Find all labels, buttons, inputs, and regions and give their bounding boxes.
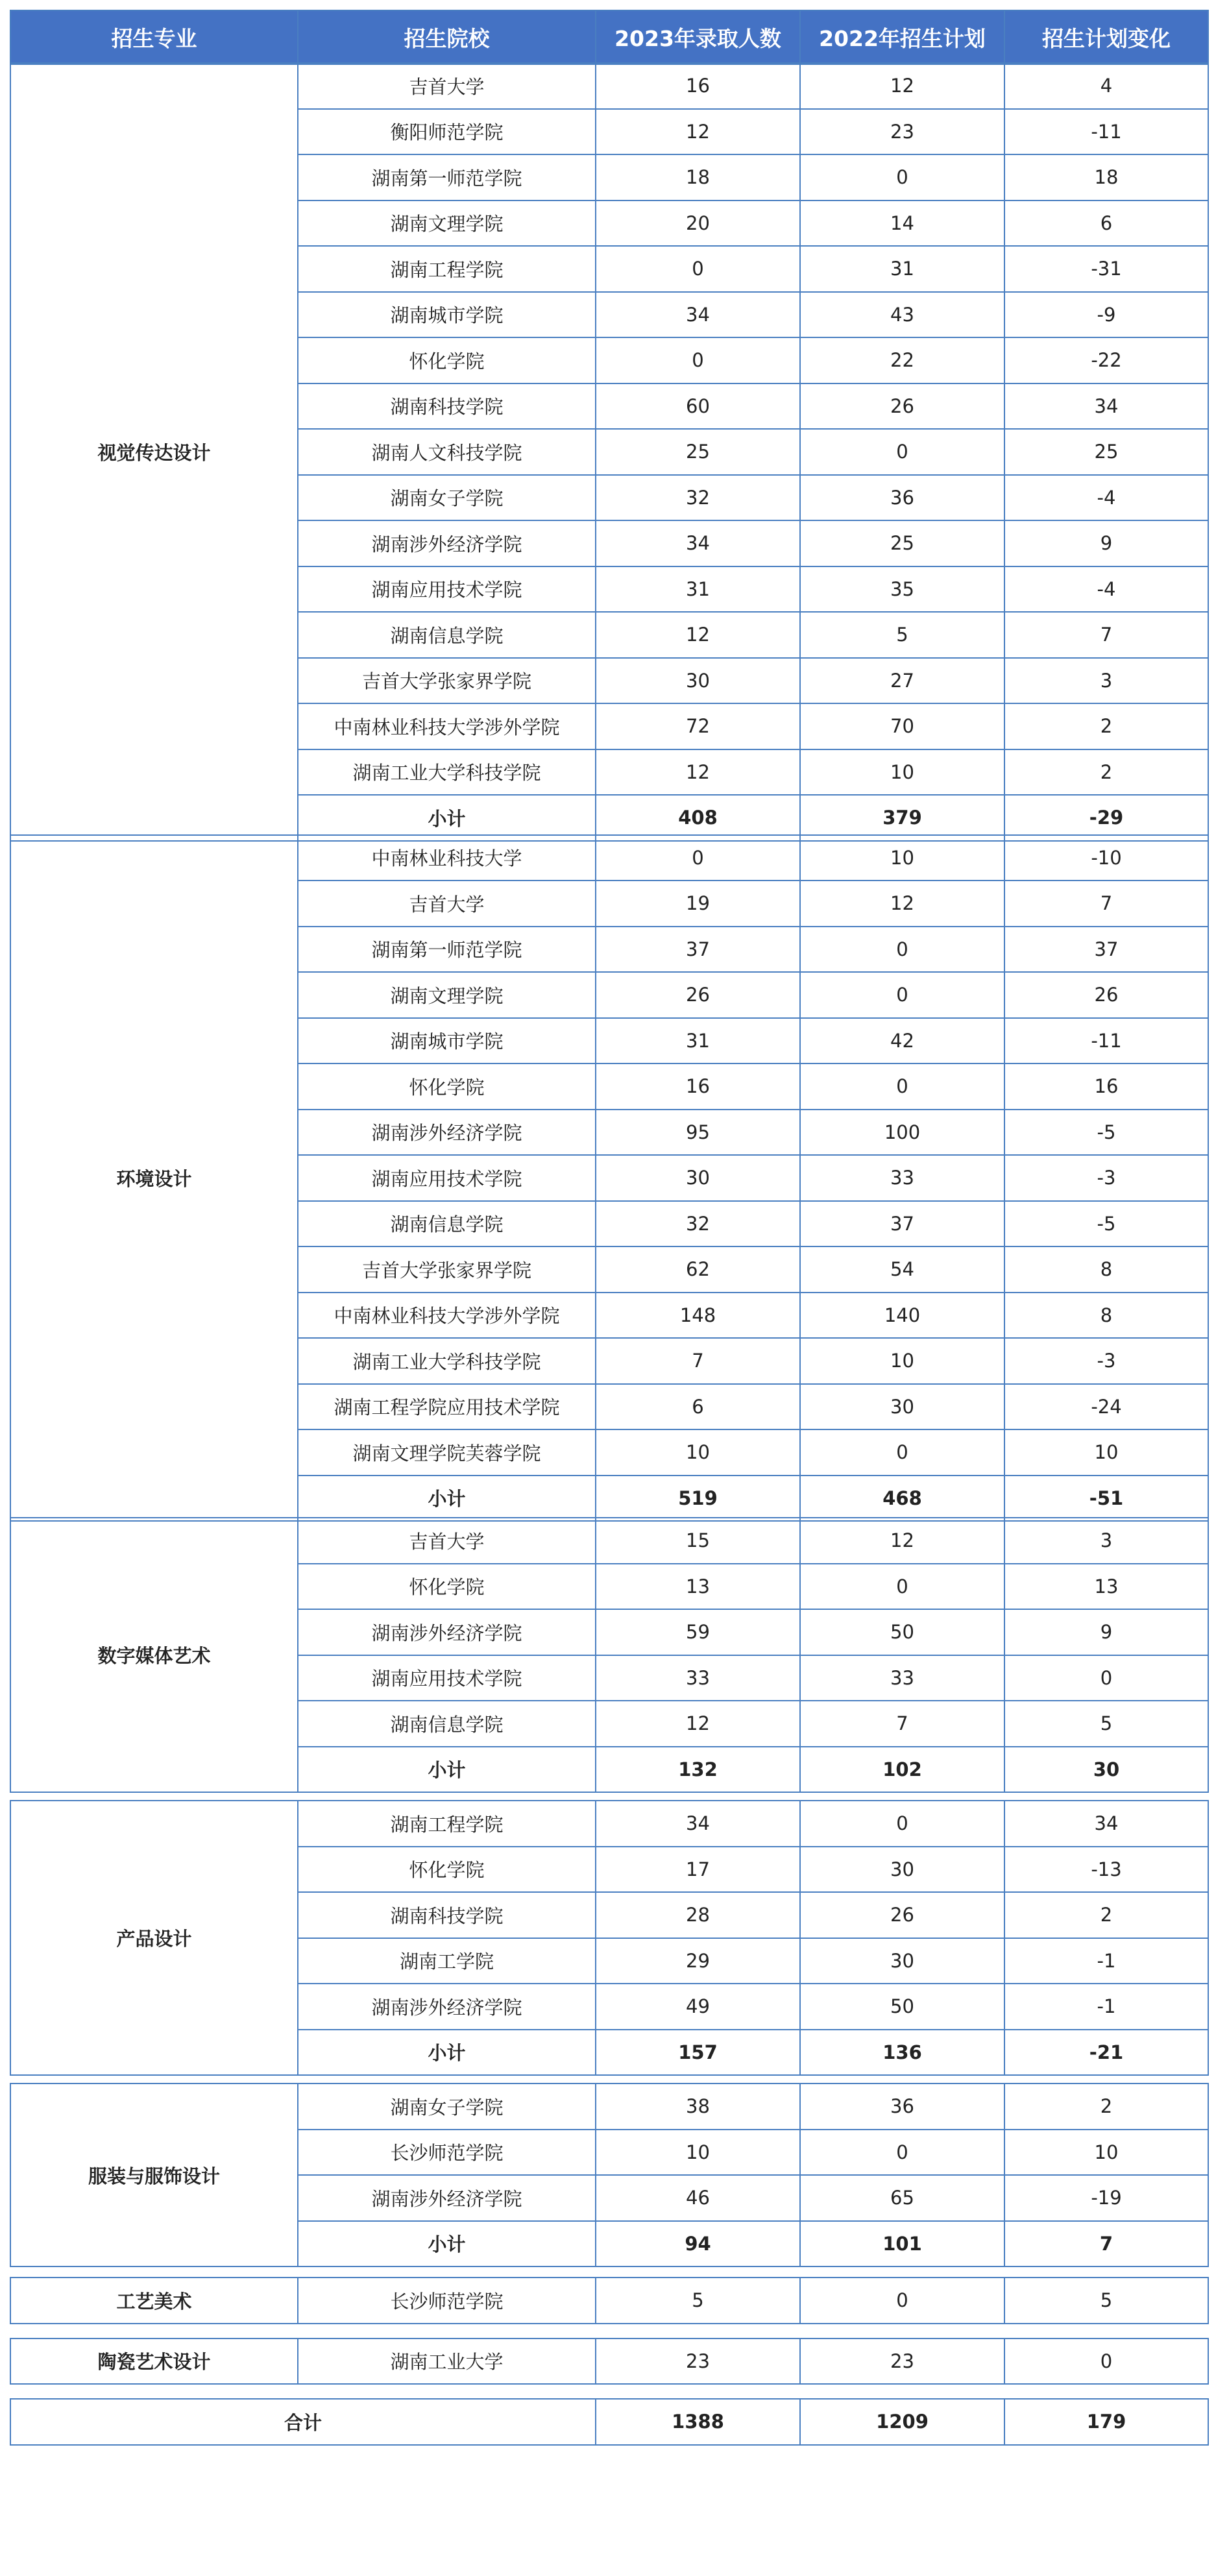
admitted-2023-cell: 37 (596, 927, 800, 973)
admitted-2023-cell: 32 (596, 1201, 800, 1247)
school-name-cell: 湖南科技学院 (298, 383, 596, 430)
major-name-cell: 服装与服饰设计 (10, 2084, 298, 2266)
plan-2022-cell: 0 (800, 154, 1004, 200)
plan-2022-cell: 54 (800, 1246, 1004, 1293)
admitted-2023-cell: 60 (596, 383, 800, 430)
plan-change-cell: 7 (1004, 612, 1208, 658)
subtotal-plan-2022: 102 (800, 1747, 1004, 1793)
table-row (10, 1801, 1208, 1847)
plan-2022-cell: 0 (800, 927, 1004, 973)
school-name-cell: 中南林业科技大学涉外学院 (298, 703, 596, 749)
plan-2022-cell: 33 (800, 1155, 1004, 1201)
plan-2022-cell: 31 (800, 246, 1004, 292)
school-name-cell: 湖南信息学院 (298, 1701, 596, 1747)
admitted-2023-cell: 34 (596, 520, 800, 566)
school-name-cell: 湖南工程学院 (298, 246, 596, 292)
admitted-2023-cell: 28 (596, 1892, 800, 1938)
plan-change-cell: 16 (1004, 1063, 1208, 1110)
school-name-cell: 吉首大学张家界学院 (298, 1246, 596, 1293)
plan-2022-cell: 30 (800, 1938, 1004, 1984)
plan-2022-cell: 10 (800, 1338, 1004, 1384)
plan-2022-cell: 23 (800, 2339, 1004, 2385)
plan-2022-cell: 26 (800, 383, 1004, 430)
admitted-2023-cell: 19 (596, 881, 800, 927)
table-row (10, 2278, 1208, 2324)
admitted-2023-cell: 31 (596, 1018, 800, 1064)
school-name-cell: 湖南涉外经济学院 (298, 520, 596, 566)
school-name-cell: 湖南女子学院 (298, 475, 596, 521)
admitted-2023-cell: 12 (596, 612, 800, 658)
admitted-2023-cell: 26 (596, 972, 800, 1018)
school-name-cell: 湖南工学院 (298, 1938, 596, 1984)
school-name-cell: 怀化学院 (298, 1847, 596, 1893)
plan-2022-cell: 30 (800, 1847, 1004, 1893)
plan-2022-cell: 50 (800, 1984, 1004, 2030)
total-plan-2022: 1209 (800, 2399, 1004, 2445)
plan-change-cell: 5 (1004, 1701, 1208, 1747)
plan-2022-cell: 0 (800, 2278, 1004, 2324)
major-name-cell: 数字媒体艺术 (10, 1518, 298, 1792)
school-name-cell: 吉首大学 (298, 1518, 596, 1564)
plan-change-cell: -4 (1004, 566, 1208, 613)
school-name-cell: 湖南应用技术学院 (298, 1155, 596, 1201)
subtotal-label: 小计 (298, 795, 596, 841)
subtotal-label: 小计 (298, 1747, 596, 1793)
plan-2022-cell: 0 (800, 1801, 1004, 1847)
total-label: 合计 (10, 2399, 596, 2445)
plan-change-cell: -1 (1004, 1984, 1208, 2030)
plan-2022-cell: 0 (800, 1429, 1004, 1476)
plan-2022-cell: 100 (800, 1110, 1004, 1156)
subtotal-admitted-2023: 519 (596, 1476, 800, 1522)
header-plan-change: 招生计划变化 (1004, 10, 1208, 64)
subtotal-plan-change: -21 (1004, 2030, 1208, 2076)
table-header (10, 10, 1209, 65)
plan-change-cell: -5 (1004, 1201, 1208, 1247)
major-group (10, 2277, 1209, 2324)
school-name-cell: 吉首大学 (298, 881, 596, 927)
admitted-2023-cell: 12 (596, 109, 800, 155)
admitted-2023-cell: 16 (596, 63, 800, 109)
plan-change-cell: 8 (1004, 1293, 1208, 1339)
admitted-2023-cell: 59 (596, 1609, 800, 1655)
school-name-cell: 衡阳师范学院 (298, 109, 596, 155)
plan-change-cell: 2 (1004, 703, 1208, 749)
total-plan-change: 179 (1004, 2399, 1208, 2445)
school-name-cell: 湖南人文科技学院 (298, 429, 596, 475)
admitted-2023-cell: 38 (596, 2084, 800, 2130)
plan-change-cell: 18 (1004, 154, 1208, 200)
plan-change-cell: 6 (1004, 200, 1208, 247)
plan-2022-cell: 10 (800, 835, 1004, 881)
table-row (10, 2339, 1208, 2385)
plan-change-cell: 2 (1004, 2084, 1208, 2130)
plan-change-cell: -11 (1004, 1018, 1208, 1064)
plan-2022-cell: 0 (800, 2130, 1004, 2176)
plan-2022-cell: 42 (800, 1018, 1004, 1064)
subtotal-plan-2022: 379 (800, 795, 1004, 841)
school-name-cell: 湖南文理学院 (298, 972, 596, 1018)
plan-change-cell: -31 (1004, 246, 1208, 292)
plan-change-cell: 0 (1004, 2339, 1208, 2385)
total-admitted-2023: 1388 (596, 2399, 800, 2445)
school-name-cell: 湖南涉外经济学院 (298, 1110, 596, 1156)
plan-change-cell: -22 (1004, 337, 1208, 383)
school-name-cell: 怀化学院 (298, 1063, 596, 1110)
school-name-cell: 吉首大学张家界学院 (298, 658, 596, 704)
plan-2022-cell: 33 (800, 1655, 1004, 1701)
school-name-cell: 湖南信息学院 (298, 612, 596, 658)
school-name-cell: 中南林业科技大学 (298, 835, 596, 881)
admitted-2023-cell: 0 (596, 246, 800, 292)
major-group (10, 834, 1209, 1522)
admitted-2023-cell: 0 (596, 337, 800, 383)
school-name-cell: 怀化学院 (298, 337, 596, 383)
major-group (10, 2083, 1209, 2267)
plan-2022-cell: 36 (800, 475, 1004, 521)
header-major: 招生专业 (10, 10, 298, 64)
plan-change-cell: -5 (1004, 1110, 1208, 1156)
admitted-2023-cell: 46 (596, 2175, 800, 2221)
plan-2022-cell: 27 (800, 658, 1004, 704)
admitted-2023-cell: 34 (596, 292, 800, 338)
school-name-cell: 湖南工业大学科技学院 (298, 749, 596, 796)
major-group (10, 1517, 1209, 1793)
plan-change-cell: 25 (1004, 429, 1208, 475)
admitted-2023-cell: 18 (596, 154, 800, 200)
plan-change-cell: 2 (1004, 1892, 1208, 1938)
plan-2022-cell: 0 (800, 1564, 1004, 1610)
admitted-2023-cell: 17 (596, 1847, 800, 1893)
school-name-cell: 湖南工程学院应用技术学院 (298, 1384, 596, 1430)
plan-change-cell: -4 (1004, 475, 1208, 521)
subtotal-plan-2022: 101 (800, 2221, 1004, 2267)
plan-2022-cell: 23 (800, 109, 1004, 155)
admitted-2023-cell: 31 (596, 566, 800, 613)
plan-2022-cell: 14 (800, 200, 1004, 247)
school-name-cell: 湖南城市学院 (298, 292, 596, 338)
admitted-2023-cell: 5 (596, 2278, 800, 2324)
major-group (10, 1800, 1209, 2076)
subtotal-admitted-2023: 94 (596, 2221, 800, 2267)
school-name-cell: 湖南第一师范学院 (298, 154, 596, 200)
plan-2022-cell: 43 (800, 292, 1004, 338)
subtotal-admitted-2023: 132 (596, 1747, 800, 1793)
plan-change-cell: -24 (1004, 1384, 1208, 1430)
header-2022-plan: 2022年招生计划 (800, 10, 1004, 64)
school-name-cell: 湖南工业大学科技学院 (298, 1338, 596, 1384)
subtotal-plan-2022: 468 (800, 1476, 1004, 1522)
table-row (10, 835, 1208, 881)
school-name-cell: 湖南涉外经济学院 (298, 2175, 596, 2221)
plan-change-cell: 8 (1004, 1246, 1208, 1293)
plan-change-cell: 3 (1004, 658, 1208, 704)
admitted-2023-cell: 23 (596, 2339, 800, 2385)
plan-2022-cell: 65 (800, 2175, 1004, 2221)
admitted-2023-cell: 34 (596, 1801, 800, 1847)
plan-2022-cell: 50 (800, 1609, 1004, 1655)
table-row (10, 1518, 1208, 1564)
admitted-2023-cell: 6 (596, 1384, 800, 1430)
plan-change-cell: -9 (1004, 292, 1208, 338)
school-name-cell: 湖南应用技术学院 (298, 1655, 596, 1701)
admitted-2023-cell: 15 (596, 1518, 800, 1564)
plan-change-cell: -10 (1004, 835, 1208, 881)
admitted-2023-cell: 16 (596, 1063, 800, 1110)
admitted-2023-cell: 12 (596, 749, 800, 796)
plan-change-cell: 0 (1004, 1655, 1208, 1701)
school-name-cell: 湖南工业大学 (298, 2339, 596, 2385)
table-row (10, 2084, 1208, 2130)
plan-change-cell: 10 (1004, 2130, 1208, 2176)
school-name-cell: 湖南工程学院 (298, 1801, 596, 1847)
plan-2022-cell: 5 (800, 612, 1004, 658)
admitted-2023-cell: 33 (596, 1655, 800, 1701)
subtotal-plan-change: -51 (1004, 1476, 1208, 1522)
subtotal-plan-change: -29 (1004, 795, 1208, 841)
plan-change-cell: 34 (1004, 383, 1208, 430)
major-name-cell: 产品设计 (10, 1801, 298, 2075)
major-name-cell: 视觉传达设计 (10, 63, 298, 841)
school-name-cell: 怀化学院 (298, 1564, 596, 1610)
plan-change-cell: 34 (1004, 1801, 1208, 1847)
admitted-2023-cell: 10 (596, 1429, 800, 1476)
school-name-cell: 湖南文理学院 (298, 200, 596, 247)
plan-change-cell: -19 (1004, 2175, 1208, 2221)
plan-2022-cell: 26 (800, 1892, 1004, 1938)
subtotal-label: 小计 (298, 2221, 596, 2267)
subtotal-plan-change: 30 (1004, 1747, 1208, 1793)
plan-2022-cell: 22 (800, 337, 1004, 383)
plan-2022-cell: 0 (800, 429, 1004, 475)
admitted-2023-cell: 95 (596, 1110, 800, 1156)
admitted-2023-cell: 30 (596, 1155, 800, 1201)
major-group (10, 2338, 1209, 2385)
plan-2022-cell: 0 (800, 1063, 1004, 1110)
subtotal-plan-change: 7 (1004, 2221, 1208, 2267)
plan-2022-cell: 10 (800, 749, 1004, 796)
admitted-2023-cell: 12 (596, 1701, 800, 1747)
major-group (10, 62, 1209, 842)
school-name-cell: 吉首大学 (298, 63, 596, 109)
school-name-cell: 湖南科技学院 (298, 1892, 596, 1938)
admitted-2023-cell: 29 (596, 1938, 800, 1984)
admitted-2023-cell: 10 (596, 2130, 800, 2176)
table-row (10, 63, 1208, 109)
school-name-cell: 湖南应用技术学院 (298, 566, 596, 613)
admitted-2023-cell: 49 (596, 1984, 800, 2030)
plan-2022-cell: 12 (800, 881, 1004, 927)
plan-change-cell: 9 (1004, 1609, 1208, 1655)
admitted-2023-cell: 62 (596, 1246, 800, 1293)
plan-2022-cell: 140 (800, 1293, 1004, 1339)
header-2023-admitted: 2023年录取人数 (596, 10, 800, 64)
plan-change-cell: -3 (1004, 1338, 1208, 1384)
plan-2022-cell: 25 (800, 520, 1004, 566)
plan-change-cell: 5 (1004, 2278, 1208, 2324)
admitted-2023-cell: 20 (596, 200, 800, 247)
plan-change-cell: 10 (1004, 1429, 1208, 1476)
plan-change-cell: 2 (1004, 749, 1208, 796)
subtotal-admitted-2023: 157 (596, 2030, 800, 2076)
plan-change-cell: -11 (1004, 109, 1208, 155)
plan-2022-cell: 12 (800, 1518, 1004, 1564)
admitted-2023-cell: 0 (596, 835, 800, 881)
major-name-cell: 陶瓷艺术设计 (10, 2339, 298, 2385)
school-name-cell: 湖南女子学院 (298, 2084, 596, 2130)
school-name-cell: 长沙师范学院 (298, 2130, 596, 2176)
plan-2022-cell: 7 (800, 1701, 1004, 1747)
total-row (10, 2399, 1208, 2445)
admitted-2023-cell: 30 (596, 658, 800, 704)
plan-change-cell: 9 (1004, 520, 1208, 566)
plan-change-cell: 4 (1004, 63, 1208, 109)
admitted-2023-cell: 148 (596, 1293, 800, 1339)
plan-2022-cell: 12 (800, 63, 1004, 109)
school-name-cell: 湖南涉外经济学院 (298, 1984, 596, 2030)
school-name-cell: 湖南第一师范学院 (298, 927, 596, 973)
admitted-2023-cell: 32 (596, 475, 800, 521)
header-school: 招生院校 (298, 10, 596, 64)
plan-2022-cell: 30 (800, 1384, 1004, 1430)
school-name-cell: 湖南涉外经济学院 (298, 1609, 596, 1655)
school-name-cell: 湖南文理学院芙蓉学院 (298, 1429, 596, 1476)
plan-change-cell: -1 (1004, 1938, 1208, 1984)
school-name-cell: 长沙师范学院 (298, 2278, 596, 2324)
plan-2022-cell: 35 (800, 566, 1004, 613)
admitted-2023-cell: 7 (596, 1338, 800, 1384)
admitted-2023-cell: 72 (596, 703, 800, 749)
plan-change-cell: 13 (1004, 1564, 1208, 1610)
plan-2022-cell: 70 (800, 703, 1004, 749)
plan-change-cell: 3 (1004, 1518, 1208, 1564)
admitted-2023-cell: 25 (596, 429, 800, 475)
major-name-cell: 环境设计 (10, 835, 298, 1522)
admitted-2023-cell: 13 (596, 1564, 800, 1610)
subtotal-label: 小计 (298, 2030, 596, 2076)
plan-2022-cell: 36 (800, 2084, 1004, 2130)
subtotal-plan-2022: 136 (800, 2030, 1004, 2076)
school-name-cell: 湖南城市学院 (298, 1018, 596, 1064)
plan-change-cell: 26 (1004, 972, 1208, 1018)
plan-change-cell: -13 (1004, 1847, 1208, 1893)
plan-change-cell: -3 (1004, 1155, 1208, 1201)
subtotal-label: 小计 (298, 1476, 596, 1522)
plan-change-cell: 37 (1004, 927, 1208, 973)
plan-2022-cell: 37 (800, 1201, 1004, 1247)
plan-change-cell: 7 (1004, 881, 1208, 927)
plan-2022-cell: 0 (800, 972, 1004, 1018)
school-name-cell: 湖南信息学院 (298, 1201, 596, 1247)
school-name-cell: 中南林业科技大学涉外学院 (298, 1293, 596, 1339)
total-table (10, 2398, 1209, 2446)
major-name-cell: 工艺美术 (10, 2278, 298, 2324)
subtotal-admitted-2023: 408 (596, 795, 800, 841)
